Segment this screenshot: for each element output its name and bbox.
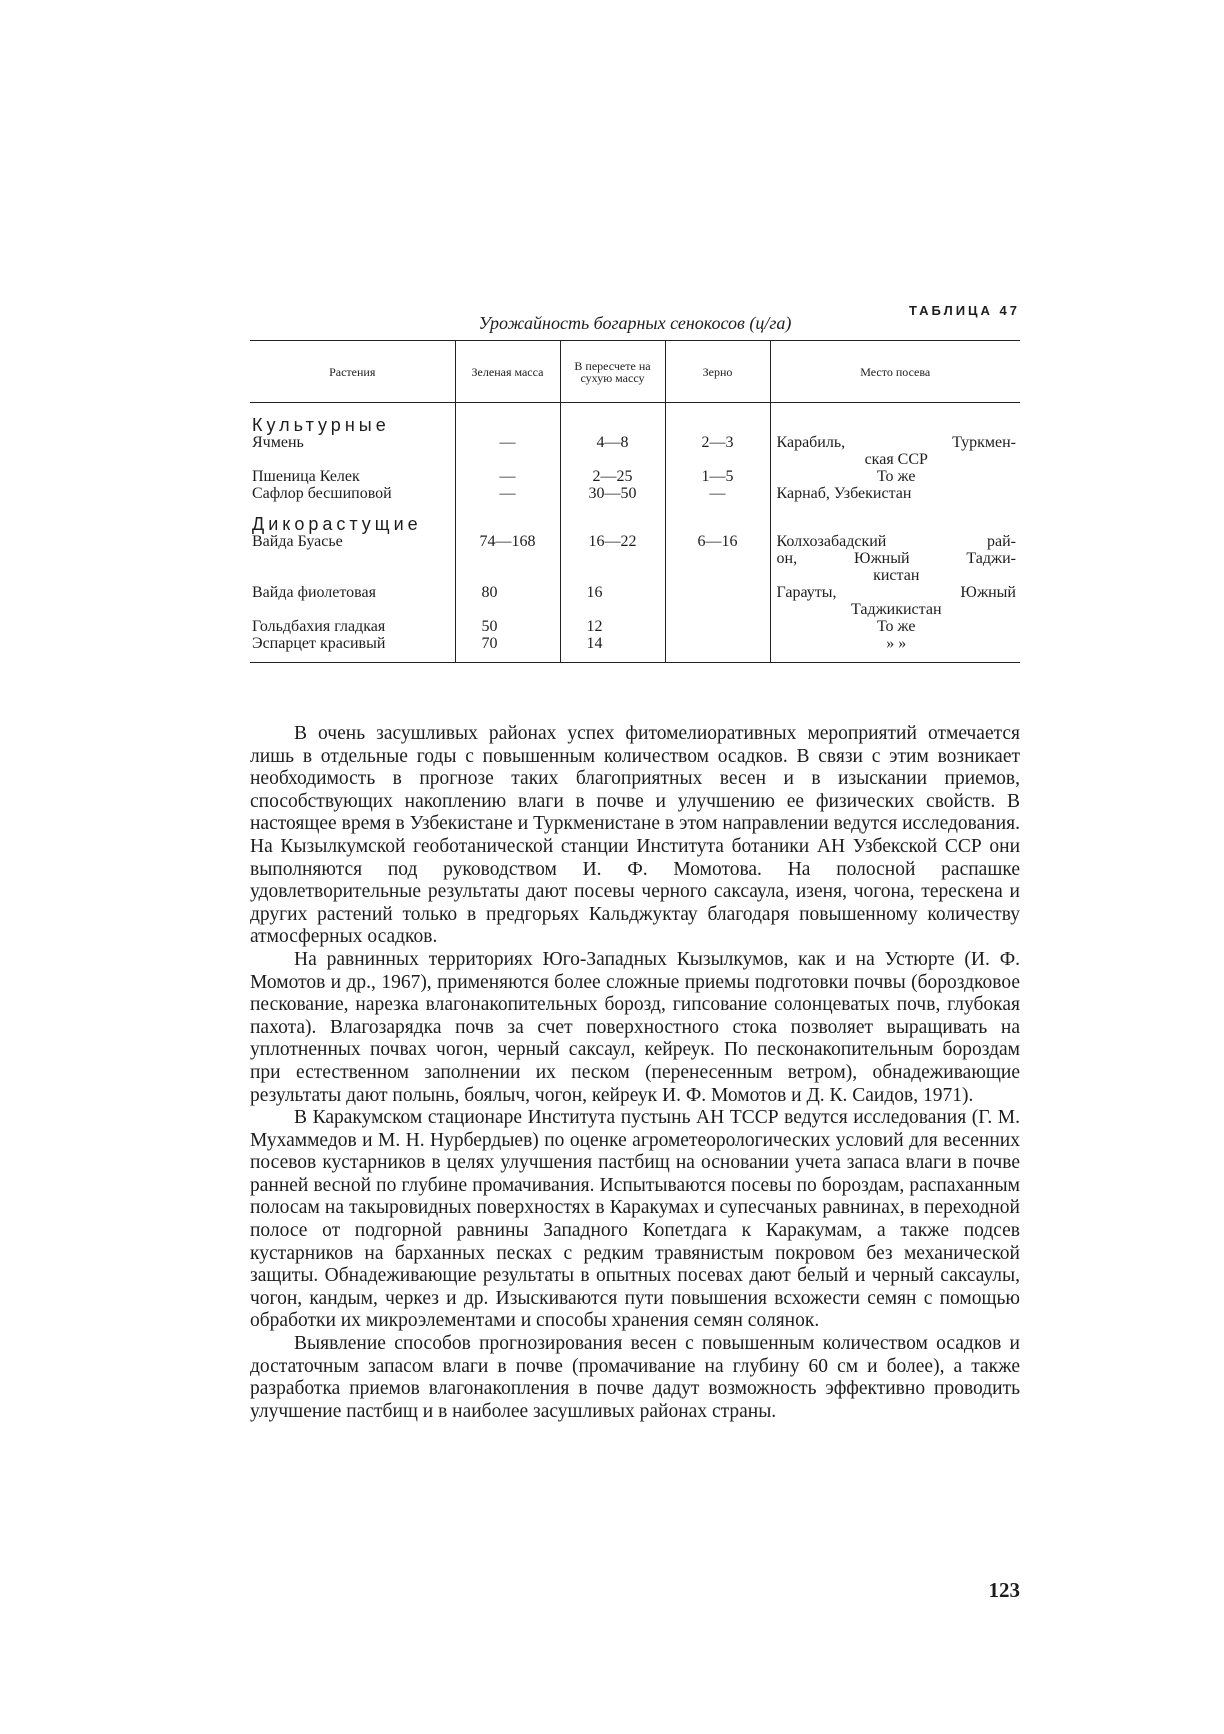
row-plant: Вайда Буасье [252, 533, 343, 550]
table-header-row [250, 341, 1020, 403]
row-green-mass: — [455, 485, 560, 502]
row-grain [665, 618, 770, 635]
row-dry-mass: 4—8 [560, 434, 665, 468]
row-place [770, 635, 1020, 663]
header-grain: Зерно [665, 341, 770, 403]
row-place [770, 485, 1020, 502]
table-row [250, 468, 1020, 485]
place-line: Гарауты, Южный [776, 584, 1016, 601]
row-plant: Вайда фиолетовая [252, 584, 376, 601]
place-line: кистан [873, 567, 920, 584]
row-dry-mass: 30—50 [560, 485, 665, 502]
place-line: Таджикистан [850, 601, 942, 618]
place-line: Карабиль, Туркмен- [776, 434, 1016, 451]
row-plant: Ячмень [252, 434, 304, 451]
row-green-mass: 80 [455, 584, 560, 618]
group-row-wild [250, 502, 1020, 533]
row-plant: Эспарцет красивый [250, 635, 455, 663]
header-green-mass: Зеленая масса [455, 341, 560, 403]
row-grain [665, 635, 770, 663]
row-dry-mass: 16 [560, 584, 665, 618]
row-grain [665, 584, 770, 618]
row-grain: 6—16 [665, 533, 770, 584]
table-row [250, 485, 1020, 502]
row-dry-mass: 16—22 [560, 533, 665, 584]
table-row [250, 533, 1020, 584]
table-title: Урожайность богарных сенокосов (ц/га) [478, 313, 792, 333]
row-dry-mass: 12 [560, 618, 665, 635]
table-row [250, 584, 1020, 618]
place-line: То же [876, 468, 916, 485]
header-dry-mass: В пересчете на сухую массу [560, 341, 665, 403]
book-page [250, 0, 1020, 1734]
yield-table [250, 340, 1020, 663]
group-label-cultivated: Культурные [252, 415, 390, 435]
row-green-mass: — [455, 434, 560, 468]
place-line: То же [876, 618, 916, 635]
place-line: Колхозабадский рай- [776, 533, 1016, 550]
table-row [250, 635, 1020, 663]
row-green-mass: 74—168 [455, 533, 560, 584]
paragraph: В очень засушливых районах успех фитомелиоративных мероприятий отмечается лишь в отдельные годы с повышенным количеством осадков. В связи с этим возникает необходимость в прогнозе таких благоприятных весен и в изыскании приемов, способствующих накоплению влаги в почве и улучшению ее физических свойств. В настоящее время в Узбекистане и Туркменистане в этом направлении ведутся исследования. На Кызылкумской геоботанической станции Института ботаники АН Узбекской ССР они выполняются под руководством И. Ф. Момотова. На полосной распашке удовлетворительные результаты дают посевы черного саксаула, изеня, чогона, терескена и других растений только в предгорьях Кальджуктау благодаря повышенному количеству атмосферных осадков. [250, 723, 1020, 948]
row-place [770, 618, 1020, 635]
row-grain: 1—5 [665, 468, 770, 485]
row-dry-mass: 14 [560, 635, 665, 663]
page-number: 123 [988, 1578, 1020, 1602]
place-line: » » [886, 635, 907, 652]
row-place [770, 584, 1020, 618]
row-grain: 2—3 [665, 434, 770, 468]
table-row [250, 618, 1020, 635]
row-place [770, 434, 1020, 468]
row-plant: Сафлор бесшиповой [252, 485, 392, 502]
row-plant: Гольдбахия гладкая [252, 618, 386, 635]
row-place [770, 533, 1020, 584]
row-dry-mass: 2—25 [560, 468, 665, 485]
body-text [250, 723, 1020, 1423]
paragraph: На равнинных территориях Юго-Западных Кызылкумов, как и на Устюрте (И. Ф. Момотов и др., 1967), применяются более сложные приемы подготовки почвы (бороздковое пескование, нарезка влагонакопительных борозд, гипсование солонцеватых почв, глубокая пахота). Влагозарядка почв за счет поверхностного стока позволяет выращивать на уплотненных почвах чогон, черный саксаул, кейреук. По песконакопительным бороздам при естественном заполнении их песком (перенесенным ветром), обнадеживающие результаты дают полынь, боялыч, чогон, кейреук И. Ф. Момотов и Д. К. Саидов, 1971). [250, 948, 1020, 1106]
row-green-mass: 50 [455, 618, 560, 635]
row-green-mass: 70 [455, 635, 560, 663]
header-plants: Растения [250, 341, 455, 403]
table-row [250, 434, 1020, 468]
group-label-wild: Дикорастущие [252, 514, 422, 534]
row-grain: — [665, 485, 770, 502]
paragraph: Выявление способов прогнозирования весен с повышенным количеством осадков и достаточным запасом влаги в почве (промачивание на глубину 60 см и более), а также разработка приемов влагонакопления в почве дадут возможность эффективно проводить улучшение пастбищ и в наиболее засушливых районах страны. [250, 1333, 1020, 1422]
table-number-label: ТАБЛИЦА 47 [909, 303, 1020, 318]
paragraph: В Каракумском стационаре Института пустынь АН ТССР ведутся исследования (Г. М. Мухаммедов и М. Н. Нурбердыев) по оценке агрометеорологических условий для весенних посевов кустарников в целях улучшения пастбищ на основании учета запаса влаги в почве ранней весной по глубине промачивания. Испытываются посевы по бороздам, распаханным полосам на такыровидных поверхностях в Каракумах и супесчаных равнинах, в переходной полосе от подгорной равнины Западного Копетдага к Каракумам, а также подсев кустарников на барханных песках с редким травянистым покровом без механической защиты. Обнадеживающие результаты в опытных посевах дают белый и черный саксаулы, чогон, кандым, черкез и др. Изыскиваются пути повышения всхожести семян с помощью обработки их микроэлементами и способы хранения семян солянок. [250, 1107, 1020, 1332]
place-line: Карнаб, Узбекистан [776, 485, 912, 502]
header-place: Место посева [770, 341, 1020, 403]
place-line: он, Южный Таджи- [776, 550, 1016, 567]
place-line: ская ССР [864, 451, 928, 468]
group-row-cultivated [250, 403, 1020, 435]
row-place [770, 468, 1020, 485]
row-plant: Пшеница Келек [252, 468, 360, 485]
row-green-mass: — [455, 468, 560, 485]
